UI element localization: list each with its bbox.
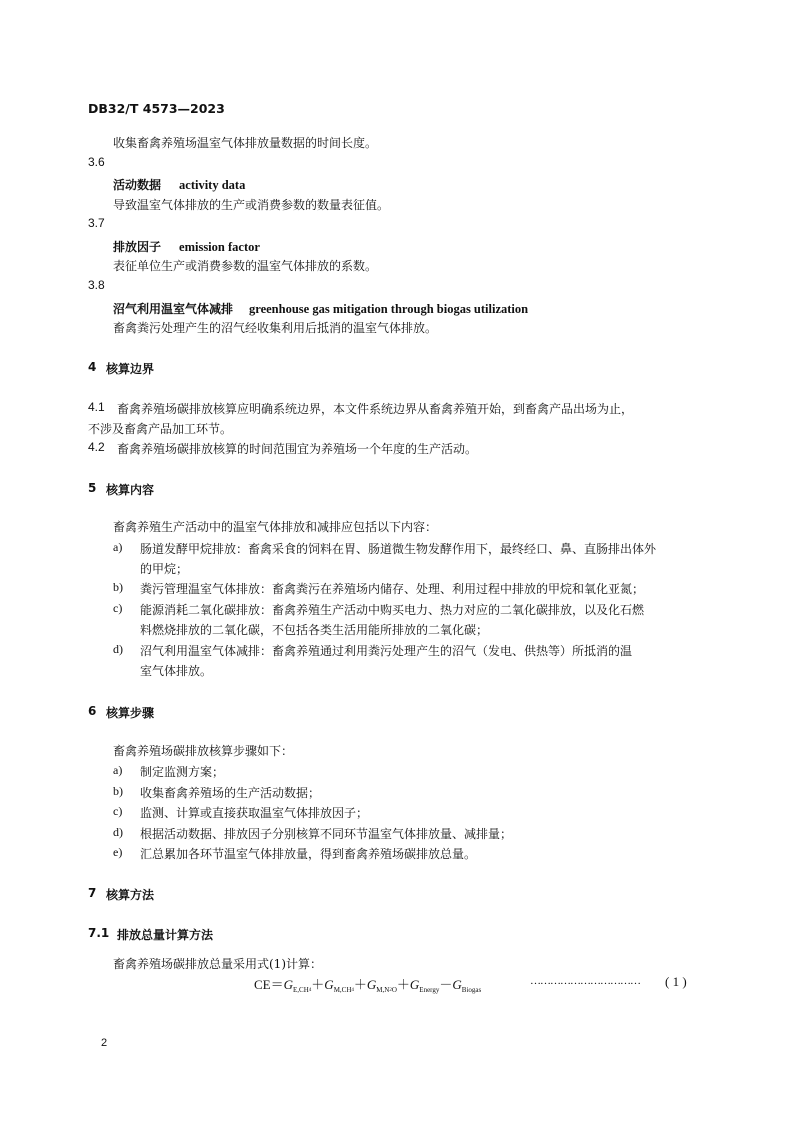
formula-equals: ＝ [270,977,284,992]
list-label: b) [113,784,123,798]
section-title: 核算内容 [106,483,155,497]
formula-subsubscript: 4 [351,988,354,993]
clause-text: 不涉及畜禽产品加工环节。 [88,422,233,436]
section-intro: 畜禽养殖场碳排放核算步骤如下： [113,744,294,758]
list-label: c) [113,804,123,818]
formula-subsubscript: 2 [389,988,392,993]
formula-term: G [452,977,462,992]
list-item-text: 收集畜禽养殖场的生产活动数据； [140,786,321,800]
clause-text: 畜禽养殖场碳排放核算的时间范围宜为养殖场一个年度的生产活动。 [117,442,478,456]
section-number: 6 [88,704,97,718]
formula-subscript: E,CH [293,986,309,994]
formula-plus: ＋ [353,977,367,992]
subsection-title: 排放总量计算方法 [117,928,214,942]
clause-text: 畜禽养殖场碳排放核算应明确系统边界，本文件系统边界从畜禽养殖开始，到畜禽产品出场为止， [117,402,634,416]
term-cn: 沼气利用温室气体减排 [113,302,234,316]
term-definition: 导致温室气体排放的生产或消费参数的数量表征值。 [113,198,390,212]
formula-term: G [366,977,377,992]
formula-minus: － [439,977,453,992]
term-definition: 表征单位生产或消费参数的温室气体排放的系数。 [113,259,378,273]
formula-subscript: O [391,986,397,994]
term-number: 3.7 [88,216,105,230]
term-title [113,236,260,255]
list-item-text: 室气体排放。 [140,664,213,678]
formula-term: G [283,977,294,992]
formula-lhs: CE [254,977,271,992]
formula-plus: ＋ [311,977,325,992]
document-id: DB32/T 4573—2023 [88,101,225,116]
list-label: e) [113,845,123,859]
formula-subscript: M,N [376,986,390,994]
formula-subsubscript: 4 [308,988,312,993]
list-item-text: 料燃烧排放的二氧化碳，不包括各类生活用能所排放的二氧化碳； [140,623,489,637]
formula-plus: ＋ [396,977,410,992]
continuation-line: 收集畜禽养殖场温室气体排放量数据的时间长度。 [113,136,378,150]
formula-subscript: Energy [419,986,440,994]
section-title: 核算步骤 [106,706,155,720]
list-item-text: 监测、计算或直接获取温室气体排放因子； [140,806,369,820]
formula-term: G [324,977,334,992]
list-item-text: 肠道发酵甲烷排放：畜禽采食的饲料在胃、肠道微生物发酵作用下，最终经口、鼻、直肠排出体外 [140,542,657,556]
list-label: d) [113,825,123,839]
formula-1 [254,974,481,993]
section-number: 4 [88,360,97,374]
term-en: activity data [179,178,246,192]
formula-term: G [409,977,420,992]
list-item-text: 粪污管理温室气体排放：畜禽粪污在养殖场内储存、处理、利用过程中排放的甲烷和氧化亚氮； [140,582,645,596]
clause-number: 4.1 [88,400,105,414]
term-title [113,174,245,193]
list-label: c) [113,601,123,615]
term-definition: 畜禽粪污处理产生的沼气经收集利用后抵消的温室气体排放。 [113,321,438,335]
list-item-text: 沼气利用温室气体减排：畜禽养殖通过利用粪污处理产生的沼气（发电、供热等）所抵消的温 [140,644,633,658]
list-label: d) [113,642,123,656]
term-en: greenhouse gas mitigation through biogas utilization [249,302,529,316]
section-title: 核算方法 [106,888,155,902]
formula-leader-dots: …………………………… [530,975,640,987]
section-number: 5 [88,481,97,495]
formula-subscript: Biogas [461,986,482,994]
formula-subscript: M,CH [333,986,352,994]
clause-number: 4.2 [88,440,105,454]
list-label: a) [113,540,123,554]
subsection-number: 7.1 [88,926,110,940]
term-cn: 活动数据 [113,178,162,192]
list-item-text: 汇总累加各环节温室气体排放量，得到畜禽养殖场碳排放总量。 [140,847,477,861]
term-number: 3.8 [88,278,105,292]
list-item-text: 的甲烷； [140,562,189,576]
section-number: 7 [88,886,97,900]
term-title [113,298,528,317]
formula-number: ( 1 ) [665,974,687,989]
section-title: 核算边界 [106,362,155,376]
section-intro: 畜禽养殖生产活动中的温室气体排放和减排应包括以下内容： [113,520,438,534]
list-item-text: 根据活动数据、排放因子分别核算不同环节温室气体排放量、减排量； [140,827,513,841]
list-label: b) [113,580,123,594]
term-number: 3.6 [88,155,105,169]
term-en: emission factor [179,240,260,254]
term-cn: 排放因子 [113,240,162,254]
list-item-text: 能源消耗二氧化碳排放：畜禽养殖生产活动中购买电力、热力对应的二氧化碳排放，以及化石燃 [140,603,645,617]
list-item-text: 制定监测方案； [140,765,225,779]
list-label: a) [113,763,123,777]
page-number: 2 [101,1037,108,1049]
formula-intro: 畜禽养殖场碳排放总量采用式(1)计算： [113,957,322,971]
